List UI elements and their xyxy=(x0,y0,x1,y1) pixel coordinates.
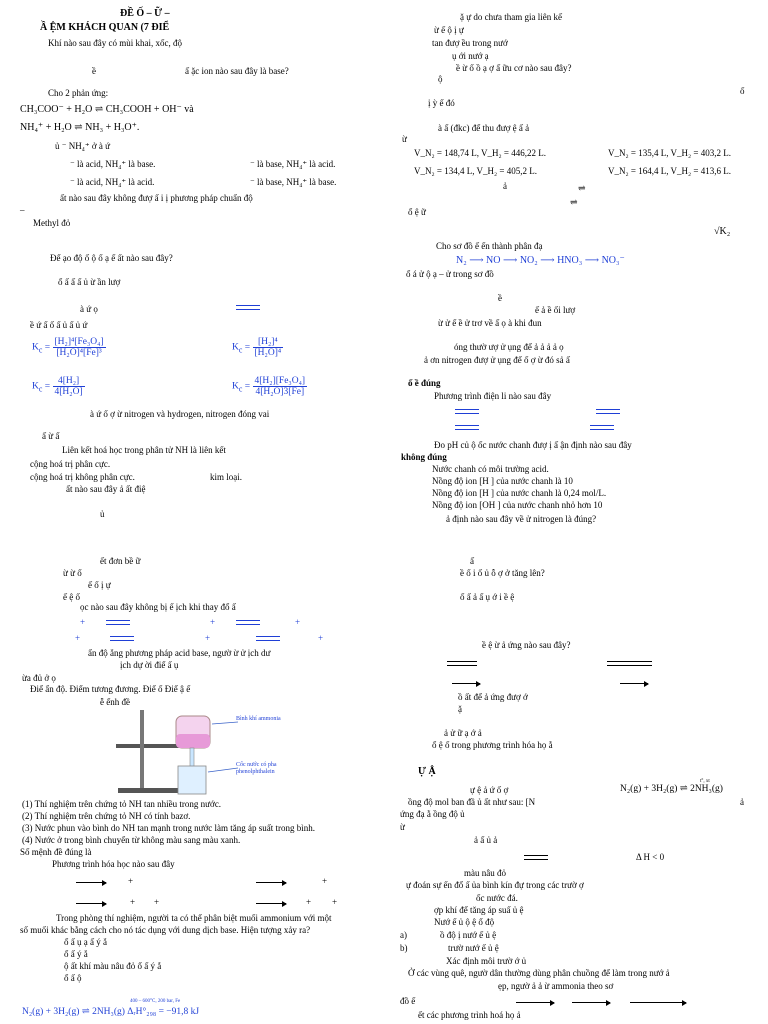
r-essay-1-conditions: t°, xt xyxy=(700,779,710,784)
r-essay-1-cont2: ứng đạ ằ ồng độ ủ xyxy=(400,809,465,819)
r-essay-2-cont2: ốc nước đá. xyxy=(476,893,518,903)
equilibrium-arrow xyxy=(455,409,479,415)
reaction-2: NH₄⁺ + H₂O ⇌ NH₃ + H₃O⁺. xyxy=(20,122,140,133)
r-question-3-cont: ừ xyxy=(402,134,407,144)
r-essay-2: màu nâu đỏ xyxy=(464,868,506,878)
reaction-arrow xyxy=(452,683,480,684)
question-9-cont: ừ ừ ố xyxy=(63,568,82,578)
r-question-5-cont2: ừ ử ế ề ử trơ về ấ ọ à khi đun xyxy=(438,318,542,328)
r-question-10: ề ệ ừ ả ứng nào sau đây? xyxy=(482,640,571,650)
reaction-1: CH₃COO⁻ + H₂O ⇌ CH₃COOH + OH⁻ và xyxy=(20,104,194,115)
equilibrium-arrow xyxy=(236,305,260,311)
plus-sign: + xyxy=(80,617,86,627)
r-essay-3-cont2: đồ ế xyxy=(400,996,416,1006)
r-question-4: Cho sơ đồ ế ến thành phân đạ xyxy=(436,241,543,251)
r-question-8: ả định nào sau đây về ử nitrogen là đúng? xyxy=(446,514,597,524)
question-3-option: Methyl đỏ xyxy=(33,218,71,228)
r-option-a: Nước chanh có môi trường acid. xyxy=(432,464,549,474)
question-1-cont: ề xyxy=(92,66,96,76)
r-essay-2-cont4: Nướ ế ủ ộ ệ ổ độ xyxy=(434,917,495,927)
plus-sign: + xyxy=(295,617,301,627)
enthalpy: Δ H < 0 xyxy=(636,852,665,862)
option-c: ⁻ là acid, NH₄⁺ là acid. xyxy=(70,177,155,187)
plus-sign: + xyxy=(306,897,312,907)
r-question-9: ấ xyxy=(470,556,474,566)
section-heading: Ầ ỆM KHÁCH QUAN (7 ĐIỂ xyxy=(40,22,170,33)
r-essay-2-cont5: Xác định môi trườ ớ ủ xyxy=(446,956,527,966)
r-question-11-cont: ặ xyxy=(458,704,462,714)
r-question-1-cont: ừ ế ộ ị ự xyxy=(434,25,464,35)
question-13-b: ổ ấ ý ắ xyxy=(64,949,88,959)
question-13-d: ổ ấ ộ xyxy=(64,973,82,983)
kc-option-a: $K_c$ = $\frac{\text{[H₂]⁴[Fe₃O₄]}}{\text{[H₂O]⁴[Fe]³}}$ xyxy=(32,337,104,358)
ammonia-fountain-figure xyxy=(110,708,290,796)
question-7-b: cộng hoá trị không phân cực. xyxy=(30,472,135,482)
question-8-cont: ủ xyxy=(100,509,105,519)
equilibrium-arrow xyxy=(447,661,477,667)
r-question-1-cont2: tan đượ ều trong nướ xyxy=(432,38,508,48)
plus-sign: + xyxy=(128,876,134,886)
haber-conditions: 400 – 600°C, 200 bar, Fe xyxy=(130,999,181,1004)
equilibrium-arrow xyxy=(106,620,130,626)
equilibrium-arrow xyxy=(524,855,548,861)
question-2-note: ủ ⁻ NH₄⁺ ở à ứ xyxy=(55,141,111,151)
r-question-11: ồ ất để ả ứng đượ ớ xyxy=(458,692,528,702)
plus-sign: + xyxy=(130,897,136,907)
sub-b-label: b) xyxy=(400,943,408,953)
r-question-5-cont: ế ả ề ối lượ xyxy=(535,305,576,315)
question-13: Trong phòng thí nghiệm, người ta có thể phân biệt muối ammonium với một xyxy=(56,913,332,923)
kc-option-b: $K_c$ = $\frac{\text{[H₂]⁴}}{\text{[H₂O]⁴}}$ xyxy=(232,337,282,358)
question-13-c: ộ ất khí màu nâu đỏ ổ ấ ý ắ xyxy=(64,961,162,971)
equilibrium-arrow xyxy=(236,620,260,626)
r-essay-3-cont: ẹp, ngườ ả ả ừ ammonia theo sơ xyxy=(498,981,614,991)
r-question-1: ặ ự do chưa tham gia liên kế xyxy=(460,12,562,22)
question-11-options2: ễ ểnh đề xyxy=(100,697,130,707)
question-1: Khí nào sau đây có mùi khai, xốc, độ xyxy=(48,38,182,48)
r-question-12: ả ử ữ ạ ớ ả xyxy=(444,728,482,738)
reaction-arrow xyxy=(620,683,648,684)
r-question-1-cont3: ụ ới nướ ạ xyxy=(452,51,489,61)
statement-1: (1) Thí nghiệm trên chứng tỏ NH tan nhiều trong nước. xyxy=(22,799,222,809)
r-question-3: à ấ (đkc) để thu đượ ệ ấ ả xyxy=(438,123,530,133)
equilibrium-arrow xyxy=(596,409,620,415)
r-question-2-cont: ộ xyxy=(438,74,443,84)
reaction-arrow xyxy=(256,882,286,883)
question-10-cont: ọc nào sau đây không bị ế ịch khi thay đổ ấ xyxy=(80,602,236,612)
question-6-cont: ấ ừ ấ xyxy=(42,431,60,441)
option-b: ⁻ là base, NH₄⁺ là acid. xyxy=(250,159,336,169)
r-essay-1-cont5: ả ấ ủ ả xyxy=(474,835,498,845)
reaction-arrow xyxy=(256,903,286,904)
question-3: ất nào sau đây không đượ ấ i ị phương pháp chuẩn độ xyxy=(60,193,253,203)
dash: – xyxy=(20,205,25,215)
sqrt-k2: √K₂ xyxy=(714,226,731,237)
r-option-c: V_N₂ = 134,4 L, V_H₂ = 405,2 L. xyxy=(414,166,538,176)
question-6: à ứ ố ợ ừ nitrogen và hydrogen, nitrogen đóng vai xyxy=(90,409,270,419)
statement-count: Số mệnh đề đúng là xyxy=(20,847,92,857)
question-1-cont2: ấ ặc ion nào sau đây là base? xyxy=(185,66,289,76)
question-13-a: ổ ấ ụ ạ ấ ý ắ xyxy=(64,937,107,947)
r-essay-2-cont3: ợp khí để tăng áp suấ ủ ệ xyxy=(434,905,524,915)
plus-sign: + xyxy=(205,633,211,643)
reaction-arrow xyxy=(76,882,106,883)
r-essay-2-cont: ự đoán sự ến đổ ấ ủa bình kín đự trong các trườ ợ xyxy=(406,880,584,890)
question-8: ất nào sau đây ả ất điệ xyxy=(66,484,146,494)
exam-title: ĐỀ Ố – Ữ – xyxy=(120,8,170,19)
r-question-2-cont2: ố xyxy=(740,86,745,96)
plus-sign: + xyxy=(210,617,216,627)
sub-a-text: ồ độ ị nướ ế ủ ệ xyxy=(440,930,497,940)
haber-equation: N₂(g) + 3H₂(g) ⇌ 2NH₃(g) ΔᵣH°₂₉₈ = −91,8 kJ xyxy=(22,1007,200,1017)
question-5-cont: ề ứ ấ ố ấ ủ ấ ủ ứ xyxy=(30,320,88,330)
equilibrium-arrow xyxy=(455,425,479,431)
question-7-c: kim loại. xyxy=(210,472,242,482)
question-7: Liên kết hoá học trong phân tử NH là liên kết xyxy=(62,445,226,455)
sub-a-label: a) xyxy=(400,930,407,940)
r-option-c: Nồng độ ion [H ] của nước chanh là 0,24 mol/L. xyxy=(432,488,607,498)
r-question-5-cont3: óng thườ ượ ử ụng để ả ả ả ả ọ xyxy=(454,342,564,352)
figure-label-beaker: Cốc nước có pha phenolphthalein xyxy=(236,762,277,775)
r-option-d: V_N₂ = 164,4 L, V_H₂ = 413,6 L. xyxy=(608,166,732,176)
option-a: ⁻ là acid, NH₄⁺ là base. xyxy=(70,159,156,169)
r-essay-1-cont4: ả xyxy=(740,797,744,807)
r-option-a: V_N₂ = 148,74 L, V_H₂ = 446,22 L. xyxy=(414,148,547,158)
r-question-3-cont3: ổ ệ ữ xyxy=(408,207,426,217)
question-5: à ứ ọ xyxy=(80,304,98,314)
statement-3: (3) Nước phun vào bình do NH tan mạnh trong nước làm tăng áp suất trong bình. xyxy=(22,823,315,833)
r-question-9-cont2: ố ấ ả ấ ụ ớ i ề ệ xyxy=(460,592,515,602)
question-2-intro: Cho 2 phản ứng: xyxy=(48,88,109,98)
kc-option-d: $K_c$ = $\frac{\text{4[H₂][Fe₃O₄]}}{\text{4[H₂O]3[Fe]}}$ xyxy=(232,376,306,397)
question-7-a: cộng hoá trị phân cực. xyxy=(30,459,111,469)
r-question-6: ố ề đúng xyxy=(408,378,441,388)
question-11-cont: ịch dự ời điể ấ ụ xyxy=(120,660,179,670)
r-essay-1-cont3: ừ xyxy=(400,822,405,832)
r-option-d: Nồng độ ion [OH ] của nước chanh nhỏ hơn 10 xyxy=(432,500,603,510)
r-question-5: ề xyxy=(498,293,502,303)
question-9-cont2: ế ố ị ự xyxy=(88,580,111,590)
r-option-b: V_N₂ = 135,4 L, V_H₂ = 403,2 L. xyxy=(608,148,732,158)
question-12: Phương trình hóa học nào sau đây xyxy=(52,859,175,869)
question-11-options: Điể ẩn độ. Điểm tương đương. Điể ố Điể ậ ế xyxy=(30,684,191,694)
r-equilibrium-2: ⇌ xyxy=(570,197,578,207)
nitrogen-scheme: N₂ ⟶ NO ⟶ NO₂ ⟶ HNO₃ ⟶ NO₃⁻ xyxy=(456,255,625,266)
equilibrium-arrow xyxy=(607,661,652,667)
statement-2: (2) Thí nghiệm trên chứng tỏ NH có tính bazơ. xyxy=(22,811,191,821)
plus-sign: + xyxy=(332,897,338,907)
option-d: ⁻ là base, NH₄⁺ là base. xyxy=(250,177,337,187)
r-option-b: Nồng độ ion [H ] của nước chanh là 10 xyxy=(432,476,573,486)
question-4-cont: ổ ấ ấ ấ ủ ừ ần lượ xyxy=(58,277,121,287)
r-essay-1: ự ệ ả ứ ố ợ xyxy=(470,785,509,795)
figure-label-flask: Bình khí ammonia xyxy=(236,716,281,722)
r-question-6-cont: Phương trình điện li nào sau đây xyxy=(434,391,552,401)
equilibrium-arrow xyxy=(256,636,280,642)
plus-sign: + xyxy=(75,633,81,643)
part-2-heading: Ự Ậ xyxy=(418,766,436,777)
r-essay-3-cont3: ết các phương trình hoá họ ả xyxy=(418,1010,521,1020)
r-equilibrium: ⇌ xyxy=(578,183,586,193)
r-question-7: Đo pH củ ộ ốc nước chanh đượ ị ấ ận định nào sau đây xyxy=(434,440,632,450)
not-correct-label: không đúng xyxy=(401,452,447,462)
question-9: ết đơn bề ữ xyxy=(100,556,141,566)
equilibrium-arrow xyxy=(590,425,614,431)
plus-sign: + xyxy=(318,633,324,643)
r-question-2-cont3: ị ỳ ế đó xyxy=(428,98,455,108)
question-4: Để ạo độ ố ộ ố ạ ế ất nào sau đây? xyxy=(50,253,173,263)
question-10: ế ệ ố xyxy=(63,592,80,602)
r-question-12-cont: ổ ệ ố trong phương trình hóa họ ằ xyxy=(432,740,553,750)
r-question-5-cont4: ả ơn nitrogen đượ ử ụng để ố ợ ừ đó sả ấ xyxy=(424,355,570,365)
statement-4: (4) Nước ở trong bình chuyển từ không màu sang màu xanh. xyxy=(22,835,241,845)
plus-sign: + xyxy=(322,876,328,886)
reaction-arrow xyxy=(76,903,106,904)
kc-option-c: $K_c$ = $\frac{\text{4[H₂]}}{\text{4[H₂O]}}$ xyxy=(32,376,83,397)
equilibrium-arrow xyxy=(110,636,134,642)
r-question-4-cont: ổ á ử ộ ạ – ử trong sơ đồ xyxy=(406,269,494,279)
reaction-arrow xyxy=(516,1002,554,1003)
r-question-9-cont: ề ố i ố ủ ỗ ợ ở tăng lên? xyxy=(460,568,545,578)
r-essay-1-equation: N₂(g) + 3H₂(g) ⇌ 2NH₃(g) xyxy=(620,784,723,794)
r-question-2: ề ừ ố ồ ạ ợ ấ ữu cơ nào sau đây? xyxy=(456,63,572,73)
r-essay-1-cont: ồng độ mol ban đầ ủ ất như sau: [N xyxy=(408,797,536,807)
reaction-arrow xyxy=(630,1002,686,1003)
plus-sign: + xyxy=(154,897,160,907)
question-11: ẩn độ ẳng phương pháp acid base, ngườ ừ ử ịch dư xyxy=(88,648,271,658)
question-11-cont2: ừa đủ ở ọ xyxy=(22,673,56,683)
reaction-arrow xyxy=(572,1002,610,1003)
sub-b-text: trườ nướ ế ủ ệ xyxy=(448,943,499,953)
question-13-cont: số muối khác bằng cách cho nó tác dụng với dung dịch base. Hiện tượng xảy ra? xyxy=(20,925,311,935)
r-essay-3: Ở các vùng quê, ngườ dân thường dùng phân chuồng để làm trong nướ ả xyxy=(408,968,670,978)
r-question-3-cont2: ả xyxy=(503,181,507,191)
